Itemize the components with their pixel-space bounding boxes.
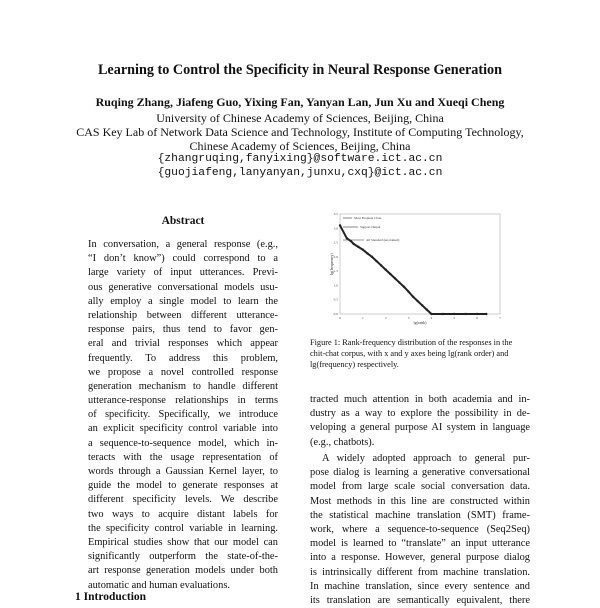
right-par2-line: the statistical machine translation (SMT) frame-: [310, 509, 530, 521]
data-point: [426, 309, 428, 311]
figure-caption: [310, 337, 530, 370]
abstract-lines-line: of specificity. Specifically, we introduce: [88, 409, 278, 421]
abstract-lines-line: eral and trivial responses which appear: [88, 338, 278, 350]
legend-entry: Most Frequent Class: [354, 216, 382, 220]
abstract-lines-line: the specificity control variable in learning.: [88, 522, 278, 534]
right-par1-line: (e.g., chatbots).: [310, 436, 375, 448]
y-tick-label: 2.0: [333, 254, 338, 259]
x-tick-label: 2: [384, 316, 387, 320]
data-point: [346, 237, 348, 239]
abstract-lines-line: two ways to acquire distant labels for: [88, 508, 278, 520]
data-point: [385, 269, 387, 271]
abstract-lines-line: a sequence-to-sequence model, which in-: [88, 437, 278, 449]
y-axis-label: lg(frequency): [329, 253, 334, 275]
y-tick-label: 1.0: [333, 283, 338, 288]
data-point: [421, 304, 423, 306]
data-point: [403, 286, 405, 288]
data-point: [389, 273, 391, 275]
x-tick-label: 0: [339, 316, 341, 320]
affiliation-3: Chinese Academy of Sciences, Beijing, China: [189, 139, 411, 153]
abstract-lines-line: response pairs, thus tend to favor gen-: [88, 324, 278, 336]
caption-line: Figure 1: Rank-frequency distribution of the responses in the: [310, 338, 513, 347]
right-par2-line: A widely adopted approach to general pur-: [322, 453, 530, 464]
x-tick-label: 4: [430, 316, 433, 320]
abstract-body: [88, 238, 278, 593]
data-point: [465, 313, 467, 315]
caption-line: chit-chat corpus, with x and y axes being lg(rank order) and: [310, 349, 509, 358]
data-point: [398, 281, 400, 283]
abstract-lines-line: art response generation models under both: [88, 565, 278, 577]
abstract-lines-line: “I don’t know”) could correspond to a: [88, 253, 278, 265]
data-point: [476, 313, 478, 315]
right-par2-line: Most methods in this line are constructed within: [310, 495, 530, 507]
email-line-1: {zhangruqing,fanyixing}@software.ict.ac.cn: [157, 153, 443, 165]
abstract-lines-line: automatic and human evaluations.: [88, 579, 230, 591]
right-par2-line: into a response. However, general purpose dialog: [310, 552, 530, 564]
abstract-lines-line: teracts with the usage representation of: [88, 451, 278, 463]
data-point: [394, 277, 396, 279]
abstract-lines-line: we propose a novel controlled response: [88, 366, 278, 378]
y-tick-label: 0.0: [333, 312, 338, 316]
x-tick-label: 5: [453, 316, 456, 320]
data-point: [430, 313, 432, 315]
data-point: [339, 224, 341, 226]
data-series-line: [340, 225, 486, 314]
email-line-2: {guojiafeng,lanyanyan,junxu,cxq}@ict.ac.cn: [157, 167, 443, 179]
data-point: [417, 300, 419, 302]
data-point: [442, 313, 444, 315]
chart-frame: [340, 214, 500, 314]
right-par2-line: In machine translation, since every sentence and: [310, 580, 530, 592]
x-tick-label: 7: [499, 316, 501, 320]
data-point: [380, 264, 382, 266]
data-point: [407, 291, 409, 293]
affiliation-2: CAS Key Lab of Network Data Science and Technology, Institute of Computing Technology,: [76, 125, 524, 139]
right-par2-line: model is learned to “translate” an input utterance: [310, 538, 530, 550]
x-tick-label: 1: [361, 316, 364, 320]
abstract-lines-line: frequently. To address this problem,: [88, 352, 278, 364]
abstract-lines-line: words through a Gaussian Kernel layer, to: [88, 466, 278, 477]
data-point: [353, 243, 355, 245]
data-point: [375, 260, 377, 262]
abstract-lines-line: significantly outperform the state-of-the-: [88, 551, 278, 563]
right-column-paragraph-1: [310, 393, 530, 450]
y-tick-label: 3.0: [333, 226, 338, 231]
data-point: [350, 240, 352, 242]
x-tick-label: 6: [476, 316, 479, 320]
abstract-lines-line: ally employ a single model to learn the: [88, 295, 278, 307]
x-axis-label: lg(rank): [413, 320, 427, 325]
abstract-lines-line: large variety of input utterances. Previ-: [88, 267, 278, 279]
paper-title: Learning to Control the Specificity in Neural Response Generation: [97, 62, 503, 78]
abstract-lines-line: an explicit specificity control variable into: [88, 423, 278, 435]
abstract-lines-line: different specificity levels. We describe: [88, 494, 278, 506]
abstract-lines-line: ous generative conversational models usu-: [88, 281, 278, 293]
rank-frequency-chart: [330, 212, 505, 327]
legend-entry: Support Output: [360, 225, 381, 229]
introduction-heading: 1 Introduction: [75, 591, 147, 603]
abstract-lines-line: utterance-response relationships in terms: [88, 395, 278, 407]
right-par2-line: work, where a sequence-to-sequence (Seq2Seq): [310, 523, 530, 535]
legend-entry: All Standard (un-trained): [366, 238, 400, 242]
abstract-lines-line: relationship between different utterance-: [88, 309, 278, 321]
caption-line: lg(frequency) respectively.: [310, 360, 399, 369]
right-par1-line: tracted much attention in both academia and in-: [310, 394, 530, 405]
x-tick-label: 3: [407, 316, 410, 320]
data-point: [362, 249, 364, 251]
right-par2-line: pose dialog is learning a generative conversational: [310, 467, 530, 479]
data-point: [453, 313, 455, 315]
right-par2-line: is intrinsically different from machine translation.: [310, 566, 530, 578]
data-point: [412, 296, 414, 298]
right-column-paragraph-2: [310, 452, 530, 608]
y-tick-label: 0.5: [333, 297, 338, 302]
abstract-heading: Abstract: [161, 215, 205, 227]
data-point: [485, 313, 487, 315]
author-list: Ruqing Zhang, Jiafeng Guo, Yixing Fan, Yanyan Lan, Jun Xu and Xueqi Cheng: [95, 95, 505, 109]
abstract-lines-line: generation mechanism to handle different: [88, 380, 278, 392]
data-point: [357, 246, 359, 248]
right-par2-line: model from large scale social conversation data.: [310, 481, 530, 493]
y-tick-label: 1.5: [333, 269, 338, 274]
affiliation-1: University of Chinese Academy of Sciences, Beijing, China: [156, 111, 444, 125]
right-par2-line: its translation are semantically equivalent, there: [310, 594, 530, 606]
right-par1-line: dustry as a way to explore the possibility in de-: [310, 408, 530, 420]
y-tick-label: 3.5: [333, 212, 338, 216]
data-point: [366, 252, 368, 254]
right-par1-line: veloping a general purpose AI system in language: [310, 422, 530, 434]
abstract-lines-line: guide the model to generate responses at: [88, 480, 278, 492]
y-tick-label: 2.5: [333, 240, 338, 245]
abstract-lines-line: Empirical studies show that our model can: [88, 536, 278, 548]
data-point: [371, 256, 373, 258]
abstract-lines-line: In conversation, a general response (e.g.,: [88, 239, 278, 250]
